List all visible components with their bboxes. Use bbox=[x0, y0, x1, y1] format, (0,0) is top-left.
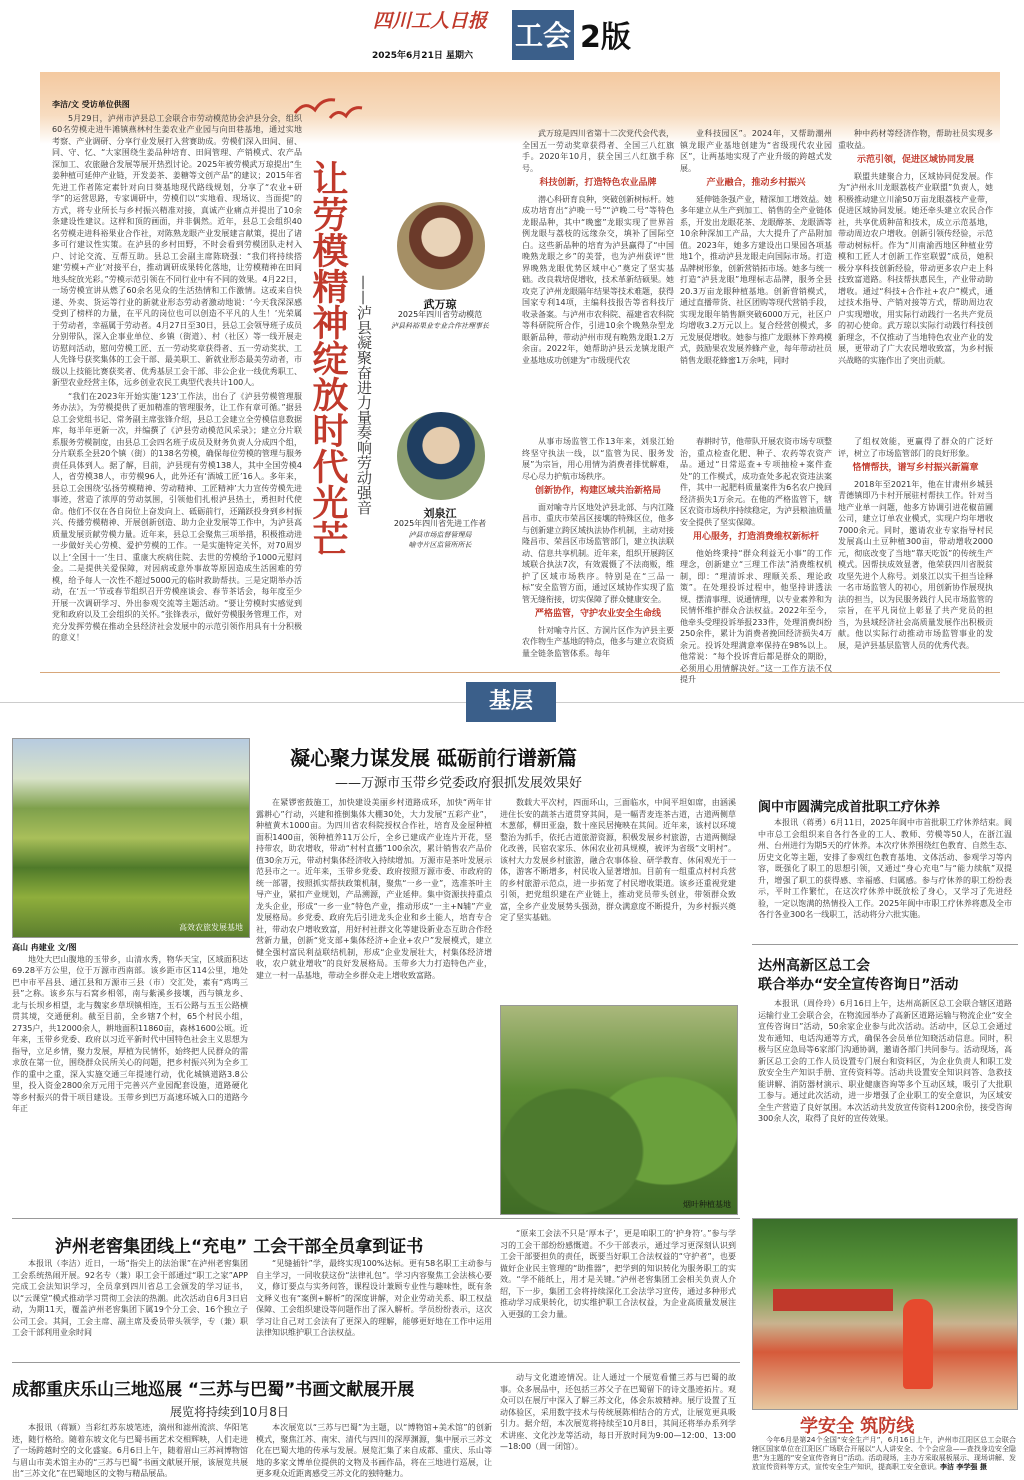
news4-column-3-text: 动与文化遗迹情况。让人通过一个展览看懂三苏与巴蜀的故事。众多展品中，还包括三苏父子在巴蜀留下的诗文墨迹拓片。观众可以在展厅中深入了解三苏文化，体会东坡精神。展厅设置了互动体验区，采用数字技术与传统展陈相结合的方式，让展览更具吸引力。据介绍，本次展览将持续至10月8日，其间还将举办系列学术讲座、文化沙龙等活动，每日开放时间为9:00—12:00、13:00—18:00（周一闭馆）。 bbox=[500, 1373, 736, 1451]
news3-column-2 bbox=[256, 1258, 492, 1358]
news4-column-2-text: 本次展览以“三苏与巴蜀”为主题，以“博物馆+美术馆”的创新模式，聚焦江苏、南宋、清代与四川的深厚渊源，集中展示三苏文化在巴蜀大地的传承与发展。展览汇集了来自成都、重庆、乐山等地的多家文博单位提供的文物及书画作品，将在三地进行巡展，让更多观众近距离感受三苏文化的独特魅力。 bbox=[256, 1423, 492, 1478]
feature-column-4 bbox=[680, 128, 832, 403]
news3-headline: 泸州老窖集团线上“充电” 工会干部全员拿到证书 bbox=[55, 1237, 424, 1257]
poster-stall-canopy bbox=[773, 1289, 893, 1311]
person2-title: 2025年四川省先进工作者 bbox=[393, 519, 487, 528]
feature-column-8b-text: 2018年至2021年，他在甘肃州乡城县青德镇即乃卡村开展驻村帮扶工作。针对当地产业单一问题，他多方协调引进花椒苗圃公司，建立订单农业模式，实现户均年增收7000余元。同时，邀请农业专家指导村民发展高山土豆种植300亩，带动增收2000元，彻底改变了当地“靠天吃饭”的传统生产模式。因帮扶成效显著，他荣获四川省脱贫攻坚先进个人称号。刘泉江以实干担当诠释一名市场监管人的初心，用创新协作展现执法的担当，以为民服务践行人民市场监管的宗旨，在平凡岗位上彰显了共产党员的担当，为县域经济社会高质量发展作出积极贡献。他以实际行动推动市场监管事业的发展，是泸县基层监管人员的优秀代表。 bbox=[838, 479, 993, 650]
news-separator-3 bbox=[12, 1362, 740, 1363]
news2-headline-line1: 达州高新区总工会 bbox=[758, 958, 870, 974]
feature-column-5 bbox=[838, 128, 993, 403]
feature-title: 让劳模精神绽放时代光芒 bbox=[307, 160, 349, 556]
news4-column-3 bbox=[500, 1372, 736, 1472]
feature-column-1-text: 5月29日，泸州市泸县总工会联合市劳动模范协会泸县分会，组织60名劳模走进牛滩镇燕林村生姜农业产业园与向田巷基地，通过实地考察、产业调研、分享行业发展打入营赛助成。劳模们深入田间、留、同、守、忆、“大家围绕生姜品种培育、田间管理、产销模式、农产品深加工、农旅融合发展等展开热烈讨论。2025年被劳模武万琼提出“生姜种植可延伸产业链，开发姜茶、姜糖等文创产品”的建议；2015年省先进工作者陈定素针对向日葵基地现代路线规划，分享了“农业+研学”的运营思路，专家调研中，劳模们以“实地看、现场议、当面提”的方式，将专业所长与乡村振兴精准对接，真诚产业痛点并提出了10余条建设性建议。这样和顶的画面，并非偶然。近年，县总工会组织40名劳模走进科裕果业合作社，对陈熟龙眼产业发展建言献策，提出了诸多可行建议性实策。在泸县的乡村田野，不时会看到劳模团队走村入户、讨论交流、互帮互助。县总工会副主席陈晓强：“我们将持续搭建‘劳模+产业’对接平台，推动调研成果转化落地，让劳模精神在田间地头绽放光彩。”劳模示范引领在不同行业中有不同的效果。4月22日，一场劳模宣讲从燃了60余名见众的生活热情和工作激情。这或来自快递、外卖、货运等行业的新就业形态劳动者激动地说：‘今天我深深感受到了榜样的力量，在平凡的岗位也可以创造不平凡的人生！’光荣属于劳动者，幸福属于劳动者。4月27日至30日，县总工会领导班子成员分别带队，深入企事业单位、乡镇（街道）、村（社区）等一线开展走访慰问活动，慰问劳模工匠、五一劳动奖章获得者、五一劳动奖状、工人先锋号获奖集体的工会干部、最美职工、新就业形态最美劳动者，市级以上技能比赛获奖者、优秀基层工会干部、非公企业一线优秀职工、新型农业经营主体，远乡创业农民工典型代表共计100人。 bbox=[52, 113, 302, 387]
news4-column-1-text: 本报讯（蒋颖）当彩红苏东坡笔迹，滴州和滤州流滨、华阳笔迹，随行格给。随着东坡文化与巴蜀书画艺术交相辉映，人们走进了一场跨越时空的文化盛宴。6月6日上午，随着眉山三苏祠博物馆与眉山市美术馆主办的“三苏与巴蜀”书画文献展开展，该展览共展出“三苏文化”在巴蜀地区的文物与精品展品。 bbox=[12, 1423, 248, 1478]
person1-title: 2025年四川省劳动模范 bbox=[397, 310, 483, 319]
masthead bbox=[0, 0, 1024, 70]
feature-column-3b-text: 潜心科研育良种，突破创新树标杆。她成功培育出“泸晚一号”“泸晚二号”等特色龙眼品种，其中“晚蜜”龙眼实现了世界首例龙眼与荔枝的远缘杂交，填补了国际空白。这些新品种的培育为泸县赢得了“中国晚熟龙眼之乡”的美誉，也为泸州获评“世界晚熟龙眼优势区域中心”奠定了坚实基础。改良栽培促增收，技术革新结硕果。她攻克了泸州龙眼隔年结果等技术难题，获得国家专利14项，主编科技报告等省科技厅收录备案。与泸州市农科院、福建省农科院等科研院所合作，引进10余个晚熟杂型龙眼新品种，带动泸州市现有晚熟龙眼1.2万余亩。2022年，她帮助泸县云龙镇龙眼产业基地成功创建为“市级现代农 bbox=[522, 194, 674, 365]
feature-column-7-text: 春耕时节，他带队开展农资市场专项整治，重点检查化肥、种子、农药等农资产品。通过“日常巡查+专项抽检+案件查处”的工作模式，成功查处多起农资违法案件，其中一起肥料质量案件为6名农户挽回经济损失1万余元。在他的严格监管下，辖区农资市场秩序持续稳定，为泸县粮油质量安全提供了坚实保障。 bbox=[680, 437, 832, 527]
feature-column-6b-text: 面对喻寺片区地处泸县北部、与内江隆昌市、重庆市荣昌区接壤的特殊区位，他多与创新建立跨区域执法协作机制，主动对接隆昌市、荣昌区市场监管部门，建立执法联动、信息共享机制。近年来，组织开展跨区域联合执法7次，有效震慑了不法商贩，维护了区域市场秩序。特别是在“三品一标”安全监管方面，通过区域协作实现了监管无缝衔接，切实保障了群众健康安全。 bbox=[522, 502, 674, 604]
subhead-supervision: 严格监管，守护农业安全生命线 bbox=[534, 609, 661, 619]
news3-column-3-text: “原来工会法不只是‘厚本子’，更是咱职工的‘护身符’。”参与学习的工会干部纷纷感慨道。不少干部表示，通过学习更深刻认识到工会干部要担负的责任，既要当好职工合法权益的“守护者”，也要做好企业民主管理的“助推器”，把学到的知识转化为服务职工的实效。“学不能纸上，用才是关键。”泸州老窖集团工会相关负责人介绍，下一步，集团工会将持续深化工会法学习宣传，通过多种形式推动学习成果转化，切实维护职工合法权益，为企业高质量发展注入更强的工会力量。 bbox=[500, 1229, 736, 1319]
article1-photo-terraces bbox=[12, 738, 250, 938]
feature-column-8-text: 了组权效能，更赢得了群众的广泛好评，树立了市场监管部门的良好形象。 bbox=[838, 437, 993, 458]
news4-headline: 成都重庆乐山三地巡展 “三苏与巴蜀”书画文献展开展 bbox=[12, 1380, 415, 1400]
person2-org: 泸县市场监督管理局 bbox=[408, 531, 472, 539]
section-label-jiceng: 基层 bbox=[466, 682, 556, 722]
news3-column-1-text: 本报讯（李洁）近日，一场“指尖上的法治课”在泸州老窖集团工会系统热闹开展。92名专（兼）职工会干部通过“职工之家”APP完成工会法知识学习，全员拿到四川省总工会颁发的学习证书，以“云课堂”模式推动学习贯彻工会法的热潮。此次活动自6月3日启动，为期11天，覆盖泸州老窖集团下属19个分工会、16个独立子公司工会。其间，工会主席、副主席及委员带头领学，专（兼）职工会干部利用业余时间 bbox=[12, 1259, 248, 1337]
article1-column-1-text: 地处大巴山腹地的玉带乡，山清水秀，物华天宝，区域面积达69.28平方公里，位于万源市西南部。该乡距市区114公里，地处巴中市平昌县、通江县和万源市三县（市）交汇处，素有“鸡鸣三县”之称。该乡东与石窝乡相邻，南与紫溪乡接壤，西与镇龙乡、北与长坝乡相望，北与魏家乡草坝镇相连，玉石公路与五玉公路横贯其境，交通便利。截至目前，全乡辖7个村，65个村民小组，2735户，共12000余人，耕地面积11860亩，森林1600公顷。近年来，玉带乡党委、政府以习近平新时代中国特色社会主义思想为指导，立足乡情，聚力发展，厚植为民情怀，始终把人民群众的需求放在第一位，围绕群众民所关心的问题，把乡村振兴列为全乡工作的重中之重，深入实施交通三年提速行动，优化城镇道路3.8公里，投入资金2800余万元用于完善兴产业园配套设施，道路硬化等乡村振兴的骨干项目建设。玉带乡到巴万高速环城入口的道路今年正 bbox=[12, 954, 248, 1113]
article1-subhead: ——万源市玉带乡党委政府狠抓发展效果好 bbox=[335, 776, 583, 791]
poster-photo-safety-event bbox=[752, 1218, 1018, 1410]
subhead-tech: 科技创新，打造特色农业品牌 bbox=[539, 178, 657, 188]
article1-photo1-caption: 高效农旅发展基地 bbox=[179, 923, 243, 932]
news2-headline-line2: 联合举办“安全宣传咨询日”活动 bbox=[758, 977, 959, 993]
news4-column-1 bbox=[12, 1422, 248, 1478]
news3-column-1 bbox=[12, 1258, 248, 1358]
poster-banner: 学安全 筑防线 bbox=[800, 1416, 915, 1437]
article1-column-3 bbox=[500, 797, 736, 997]
feature-subtitle: ——泸县凝聚奋进力量奏响劳动强音 bbox=[355, 275, 373, 515]
person1-name: 武万琼 bbox=[423, 298, 457, 311]
article1-headline: 凝心聚力谋发展 砥砺前行谱新篇 bbox=[290, 746, 577, 770]
portrait-wu-wanqiong bbox=[395, 200, 487, 292]
feature-column-8 bbox=[838, 436, 993, 666]
portrait-liu-quanjiang bbox=[395, 410, 487, 502]
feature-byline: 李洁/文 受访单位供图 bbox=[52, 100, 130, 109]
feature-column-7b-text: 他始终秉持“群众利益无小事”的工作理念，创新建立“三理工作法”消费维权机制，即：“理清诉求、理顺关系、理论政策”。在处理投诉过程中，他坚持讲透法规、摆清事理、说通情理，以专业素养和为民情怀维护群众合法权益。2022年至今，他牵头受理投诉举报233件，处理消费纠纷250余件，累计为消费者挽回经济损失4万余元。投诉处理满意率保持在98%以上。他常说：“每个投诉背后都是群众的期盼，必须用心用情解决好。”这一工作方法不仅提升 bbox=[680, 548, 832, 684]
subhead-demo: 示范引领，促进区域协同发展 bbox=[856, 155, 974, 165]
feature-column-4b-text: 延伸链条强产业，精深加工增效益。她多年建立从生产到加工、销售的全产业链体系，开发出龙眼花茶、龙眼醇茶、龙眼酒等10余种深加工产品，大大提升了产品附加值。2023年，她多方建设出口果园各项基地1个，推动泸县龙眼走向国际市场。打造品牌树形象，创新营销拓市场。她多与统一打造“泸县龙眼”地理标志品牌，服务全县20.3万亩龙眼种植基地。创新营销模式，通过直播带货、社区团购等现代营销手段，实现龙眼年销售额突破6000万元，社区户均增收3.2万元以上。复合经营创模式，多元发展促增收。她参与推广龙眼林下养鸡模式，鼓励果农发展养蜂产业，每年带动社员销售龙眼花蜂蜜1万余吨，同时 bbox=[680, 194, 832, 365]
poster-volunteer-figure bbox=[903, 1299, 933, 1389]
news4-column-2 bbox=[256, 1422, 492, 1478]
subhead-innovation: 创新协作，构建区域共治新格局 bbox=[534, 486, 661, 496]
feature-column-3 bbox=[522, 128, 674, 403]
section-name: 工会 bbox=[514, 19, 571, 52]
poster-credit: 李洁 李学强 摄 bbox=[940, 1463, 987, 1471]
decorative-birds bbox=[290, 88, 370, 128]
feature-column-5b-text: 联盟共建聚合力，区域协同促发展。作为“泸州永川龙眼荔枝产业联盟”负责人，她积极推动建立川渝50万亩龙眼荔枝产业带，促进区域协同发展。她还牵头建立农民合作社，共享优质种苗和技术，成立示范基地，带动周边农户增收。创新引领传经验，示范带动树标杆。作为“川南渝西地区种植业劳模和工匠人才创新工作室联盟”成员，她积极分享科技创新经验，带动更多农户走上科技致富道路。科技帮扶惠民生，产业带动助增收。通过“科技+合作社+农户”模式，通过技术指导、产销对接等方式，帮助周边农户实现增收，用实际行动践行一名共产党员的初心使命。武万琼以实际行动践行科技创新理念，不仅推动了当地特色农业产业的发展，更带动了广大农民增收致富，为乡村振兴战略的实施作出了突出贡献。 bbox=[838, 171, 993, 365]
feature-column-7 bbox=[680, 436, 832, 684]
news2-body bbox=[758, 998, 1012, 1210]
feature-column-3-text: 武万琼是四川省第十二次党代会代表，全国五一劳动奖章获得者、全国三八红旗手。2020年10月，获全国三八红旗手称号。 bbox=[522, 129, 674, 173]
subhead-service: 用心服务，打造消费维权新标杆 bbox=[692, 532, 819, 542]
subhead-assistance: 恪情帮扶，谱写乡村振兴新篇章 bbox=[852, 463, 979, 473]
issue-date: 2025年6月21日 星期六 bbox=[372, 51, 473, 61]
feature-column-1 bbox=[52, 99, 302, 644]
news3-column-3 bbox=[500, 1228, 736, 1358]
poster-caption-text: 今年6月是第24个全国“安全生产月”，6月16日上午，泸州市江阳区总工会联合辖区国家单位在江阳区广场联合开展以“人人讲安全、个个会应急——查找身边安全隐患”为主题的“安全宣传咨询日”活动。活动现场，主办方采取展板展示、现场讲解、发放宣传资料等方式，宣传安全生产知识，提高职工安全意识。 bbox=[752, 1436, 1016, 1471]
news-separator-2 bbox=[12, 1218, 740, 1219]
feature-column-4-text: 业科技园区”。2024年，又帮助潮州镇龙眼产业基地创建为“省级现代农业园区”，让两基地实现了产业升级的跨越式发展。 bbox=[680, 129, 832, 173]
person2-name: 刘泉江 bbox=[423, 507, 457, 520]
feature-bottom-border bbox=[40, 672, 1000, 673]
article1-photo-tobacco bbox=[500, 1005, 738, 1215]
feature-column-6-text: 从事市场监管工作13年来，刘泉江始终坚守执法一线，以“监管为民、服务发展”为宗旨，用心用情为消费者排忧解难，尽心尽力护航市场秩序。 bbox=[522, 437, 674, 481]
subhead-industry: 产业融合，推动乡村振兴 bbox=[706, 178, 806, 188]
news2-body-text: 本报讯（周伶玲）6月16日上午，达州高新区总工会联合辖区道路运输行业工会联合会，在物流园举办了高新区道路运输与物流企业“安全宣传咨询日”活动，50余家企业参与此次活动。活动中，区总工会通过发布通知、电话沟通等方式，确保各会员单位知晓活动信息。同时，积极与区应急局等6家部门沟通协调，邀请各部门共同参与。活动现场，高新区总工会的工作人员设置专门展台和资料区，为企业负责人和职工发放安全生产知识手册、宣传资料等。活动共设置安全知识问答、急救技能讲解、消防器材演示、职业健康咨询等多个互动区域，吸引了大批职工参与。通过此次活动，进一步增强了企业职工的安全意识，为区域安全生产营造了良好氛围。本次活动共发放宣传资料1200余份，接受咨询300余人次，取得了良好的宣传效果。 bbox=[758, 999, 1012, 1123]
page-number: 2版 bbox=[580, 20, 631, 55]
feature-column-6c-text: 针对喻寺片区、方洞片区作为泸县主要农作物生产基地的特点，他多与建立农资质量全链条监管体系。每年 bbox=[522, 625, 674, 658]
feature-column-2-text: “我们在2023年开始实施‘123’工作法，出台了《泸县劳模管理服务办法》，为劳模提供了更加精准的管理服务，让工作有章可循。”据县总工会党组书记、常务副主席张锋介绍，县总工会建立全劳模信息数据库，每半年更新一次，并编撰了《泸县劳动模范风采录》；建立分片联系服务劳模制度，由县总工会四名班子成员及财务负责人分成四个组，分片联系全县20个镇（街）的138名劳模，确保每位劳模的管理与服务责任具体到人。据了解，目前，泸县现有劳模138人，其中全国劳模4人，省劳模38人，市劳模96人，此外还有‘酒城工匠’16人。多年来，县总工会围绕‘弘扬劳模精神、劳动精神、工匠精神’大力宣传劳模先进事迹，营造了浓厚的劳动氛围，引领他们扎根泸县热土，勇担时代使命。他们不仅在各自岗位上奋发向上、砥砺前行，还踊跃投身到乡村振兴、传播劳模精神、开展创新创造、助力企业发展等工作中，为泸县高质量发展贡献劳模力量。近年来，县总工会聚焦三项举措，积极推动进一步做好关心劳模、爱护劳模的工作。一是实施特定关怀，对70周岁以上‘全国十一’生日、重康大疾病住院、去世的劳模给予1000元慰问金。二是提供关爱保障，对因病或意外事故等原因造成生活困难的劳模，给予每人一次性不超过5000元的临时救助帮扶。三是定期举办活动，在‘五一’节或春节组织召开劳模座谈会、春节茶话会，每年度至少开展一次调研学习、外出参观交流等主题活动。“要让劳模时实感觉到党和政府以及工会组织的关怀。”张锋表示，做好劳模服务管理工作，对充分发挥劳模在推动全县经济社会发展中的示范引领作用具有十分积极的意义！ bbox=[52, 391, 302, 642]
news1-body-text: 本报讯（蒋勇）6月11日，2025年阆中市首批职工疗休养结束。阆中市总工会组织来自各行各业的工人、教师、劳模等50人，在浙江温州、台州进行为期5天的疗休养。本次疗休养围绕红色教育、自然生态、历史文化等主题，安排了参观红色教育基地、文体活动、参观学习等内容，既强化了职工的思想引领，又通过“身心充电”与“能力续航”双提升，增强了职工的获得感、幸福感、归属感。参与疗休养的职工纷纷表示，平时工作繁忙，在这次疗休养中既放松了身心，又学习了先进经验，一定以饱满的热情投入工作。2025年阆中市职工疗休养将惠及全市各行各业300名一线职工，活动将分六批实施。 bbox=[758, 818, 1012, 919]
person2-org-line2: 喻寺片区监管所所长 bbox=[408, 541, 472, 549]
person1-org: 泸县科裕果业专业合作社理事长 bbox=[391, 322, 489, 330]
article1-byline: 高山 冉建业 文/图 bbox=[12, 943, 77, 952]
article1-column-2-text: 在紧锣密鼓施工，加快建设美丽乡村道路成环，加快“两年甘露耕心”行动，兴建和推倒集体大棚30处，大力发展“五彩产业”，种植黄木1000亩。为四川省农科院授权合作社，培育及金屋种植面积1400亩，领种植养11万公斤，全乡已建成产业连片开花，坚持带农，助农增收，带动“村村直播”100余次，累计销售农产品价值30余万元，带动村集体经济收入持续增加。万源市是茶叶发展示范县市之一。近年来，玉带乡党委、政府按照万源市委、市政府的统一部署，按照抓实帮扶政策机制，聚焦“一乡一业”，选准茶叶主导产业，紧扣产业规划，产品溯源，产业延伸。集中资源扶持重点龙头企业，形成“一乡一业”特色产业，推动形成“一主+N辅”产业发展格局。乡党委、政府先后引进龙头企业和乡土能人，培育专合社，带动农户增收致富，用好村社群文化等建设新业态互助合作经营新力量，创新“党支部+集体经济+企业+农户”发展模式，建立健全强村富民利益联结机制，形成“企业发展壮大，村集体经济增收，农户就业增收”的良好发展格局。玉带乡大力打造特色产业，建立一村一品基地，带动全乡群众走上增收致富路。 bbox=[256, 798, 492, 980]
news-separator-1 bbox=[752, 944, 1018, 945]
article1-photo2-caption: 烟叶种植基地 bbox=[683, 1200, 731, 1209]
newspaper-logo: 四川工人日报 bbox=[372, 10, 487, 32]
news4-subhead: 展览将持续到10月8日 bbox=[170, 1405, 289, 1419]
feature-column-6 bbox=[522, 436, 674, 666]
feature-column-5-text: 种中药材等经济作物，帮助社员实现多重收益。 bbox=[838, 129, 993, 150]
news3-column-2-text: “见缝插针”学，最终实现100%达标。更有58名职工主动参与自主学习，一同收获这份“法律礼包”。学习内容聚焦工会法核心要义，修订要点与实务问答，课程设计兼顾专业性与趣味性，既有条文释义也有“案例+解析”的深度讲解，对企业劳动关系、职工权益保障、工会组织建设等问题作出了深入解析。学员纷纷表示，这次学习让自己对工会法有了更深入的理解，能够更好地在工作中运用法律知识维护职工合法权益。 bbox=[256, 1259, 492, 1337]
news1-headline: 阆中市圆满完成首批职工疗休养 bbox=[758, 800, 941, 815]
article1-column-3-text: 数载大平次村，四面环山，三面临水，中间平坦如席，由涵溪进住长安的蔬茶古道贯穿其间，是一幅青麦连茶古道，古道两侧草木葱郁，柳田亚盎，数十座民居掩映在其间。近年来，该村以环境整治为抓手，依托古道旅游资源，积极发展乡村旅游，古道两侧绿化改善，民宿农家乐、休闲农业初具规模，被评为省级“文明村”。该村大力发展乡村旅游，融合农事体验、研学教育、休闲观光于一体，游客不断增多，村民收入显著增加。目前有一组重点村村兵营的乡村旅游示范点，进一步拓宽了村民增收渠道。该乡还重视党建引领，把党组织建在产业链上，推动党员带头创业，带领群众致富，全乡产业发展势头强劲，群众满意度不断提升，为乡村振兴奠定了坚实基础。 bbox=[500, 798, 736, 922]
news1-body bbox=[758, 817, 1012, 935]
